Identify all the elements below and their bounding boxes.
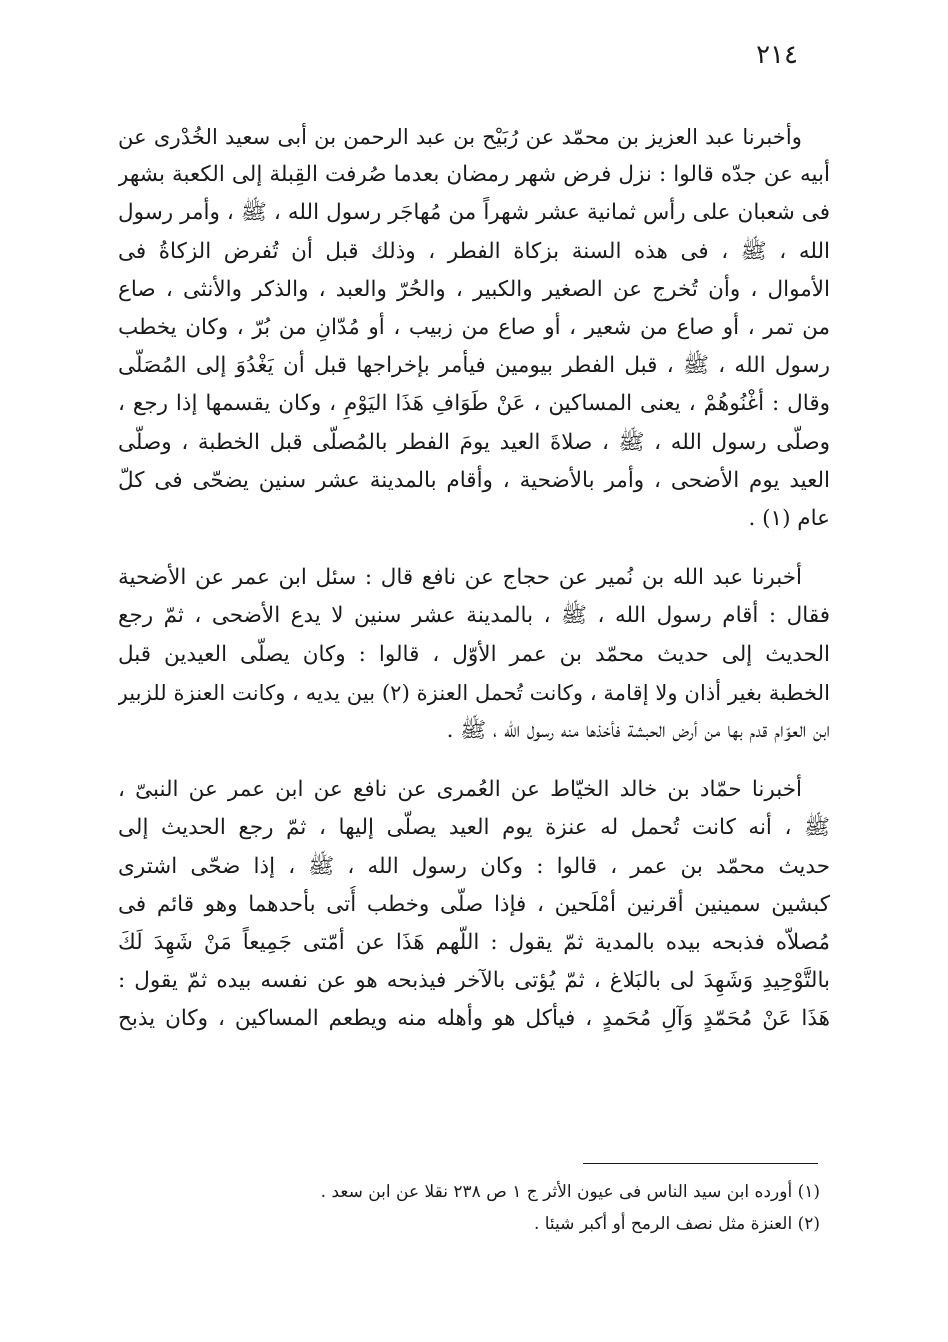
text-line: كبشين سمينين أقرنين أمْلَحين ، فإذا صلّى وخطب أُتى بأحدهما وهو قائم فى: [118, 891, 830, 917]
text-line: أبيه عن جدّه قالوا : نزل فرض شهر رمضان بعدما صُرفت القِبلة إلى الكعبة بشهر: [118, 162, 830, 188]
text-line: مُصلاّه فذبحه بيده بالمدية ثمّ يقول : اللّهم هَذَا عن أمّتى جَمِيعاً مَنْ شَهِدَ لَكَ: [118, 930, 830, 956]
text-line: هَذَا عَنْ مُحَمّدٍ وَآلِ مُحَمدٍ ، فيأكل هو وأهله منه ويطعم المساكين ، وكان يذبح: [118, 1006, 830, 1032]
main-text: [118, 118, 830, 1060]
footnotes: [130, 1176, 820, 1240]
text-line: الحديث إلى حديث محمّد بن عمر الأوّل ، قالوا : وكان يصلّى العيدين قبل: [118, 641, 830, 667]
text-line: ابن العوّام قدم بها من أرض الحبشة فأخذها منه رسول الله ، ﷺ .: [446, 718, 830, 744]
text-line: فى شعبان على رأس ثمانية عشر شهراً من مُهاجَر رسول الله ، ﷺ ، وأمر رسول: [118, 200, 830, 226]
text-line: رسول الله ، ﷺ ، قبل الفطر بيومين فيأمر بإخراجها قبل أن يَغْدُوَ إلى المُصَلّى: [118, 353, 830, 379]
footnote-2: (٢) العنزة مثل نصف الرمح أو أكبر شيئا .: [533, 1214, 820, 1234]
text-line: أخبرنا عبد الله بن نُمير عن حجاج عن نافع قال : سئل ابن عمر عن الأضحية: [118, 565, 802, 591]
footnote-divider: [583, 1163, 818, 1164]
text-line: الأموال ، وأن تُخرج عن الصغير والكبير ، والحُرّ والعبد ، والذكر والأنثى ، صاع: [118, 276, 830, 302]
text-line: الله ، ﷺ ، فى هذه السنة بزكاة الفطر ، وذلك قبل أن تُفرض الزكاةُ فى: [118, 238, 830, 264]
text-line: ﷺ ، أنه كانت تُحمل له عنزة يوم العيد يصلّى إليها ، ثمّ رجع الحديث إلى: [118, 815, 830, 841]
text-line: العيد يوم الأضحى ، وأمر بالأضحية ، وأقام بالمدينة عشر سنين يضحّى فى كلّ: [118, 467, 830, 493]
text-line: بالتَّوْحِيدِ وَشَهِدَ لى بالبَلاغ ، ثمّ يُؤتى بالآخر فيذبحه هو عن نفسه بيده ثمّ يقول :: [118, 968, 830, 994]
text-line: الخطبة بغير أذان ولا إقامة ، وكانت تُحمل العنزة (٢) بين يديه ، وكانت العنزة للزبير: [118, 679, 830, 705]
text-line: حديث محمّد بن عمر ، قالوا : وكان رسول الله ، ﷺ ، إذا ضحّى اشترى: [118, 853, 830, 879]
text-line: وصلّى رسول الله ، ﷺ ، صلاةَ العيد يومَ الفطر بالمُصلّى قبل الخطبة ، وصلّى: [118, 429, 830, 455]
text-line: من تمر ، أو صاع من شعير ، أو صاع من زبيب ، أو مُدّانِ من بُرّ ، وكان يخطب: [118, 315, 830, 341]
paragraph-zakat-al-fitr: [118, 118, 830, 538]
paragraph-anaza: [118, 771, 830, 1038]
text-line: وأخبرنا عبد العزيز بن محمّد عن رُبَيْح بن عبد الرحمن بن أبى سعيد الخُدْرى عن: [118, 124, 802, 149]
text-line: أخبرنا حمّاد بن خالد الخيّاط عن العُمرى عن نافع عن ابن عمر عن النبىّ ،: [118, 777, 802, 803]
text-line: عام (١) .: [748, 506, 830, 532]
page-number: ٢١٤: [756, 40, 798, 70]
text-line: فقال : أقام رسول الله ، ﷺ ، بالمدينة عشر سنين لا يدع الأضحى ، ثمّ رجع: [118, 603, 830, 629]
paragraph-adhiya: [118, 559, 830, 750]
footnote-1: (١) أورده ابن سيد الناس فى عيون الأثر ج ١ ص ٢٣٨ نقلا عن ابن سعد .: [320, 1182, 820, 1202]
text-line: وقال : أغْنُوهُمْ ، يعنى المساكين ، عَنْ طَوَافِ هَذَا اليَوْمِ ، وكان يقسمها إذا رجع ،: [118, 391, 830, 417]
